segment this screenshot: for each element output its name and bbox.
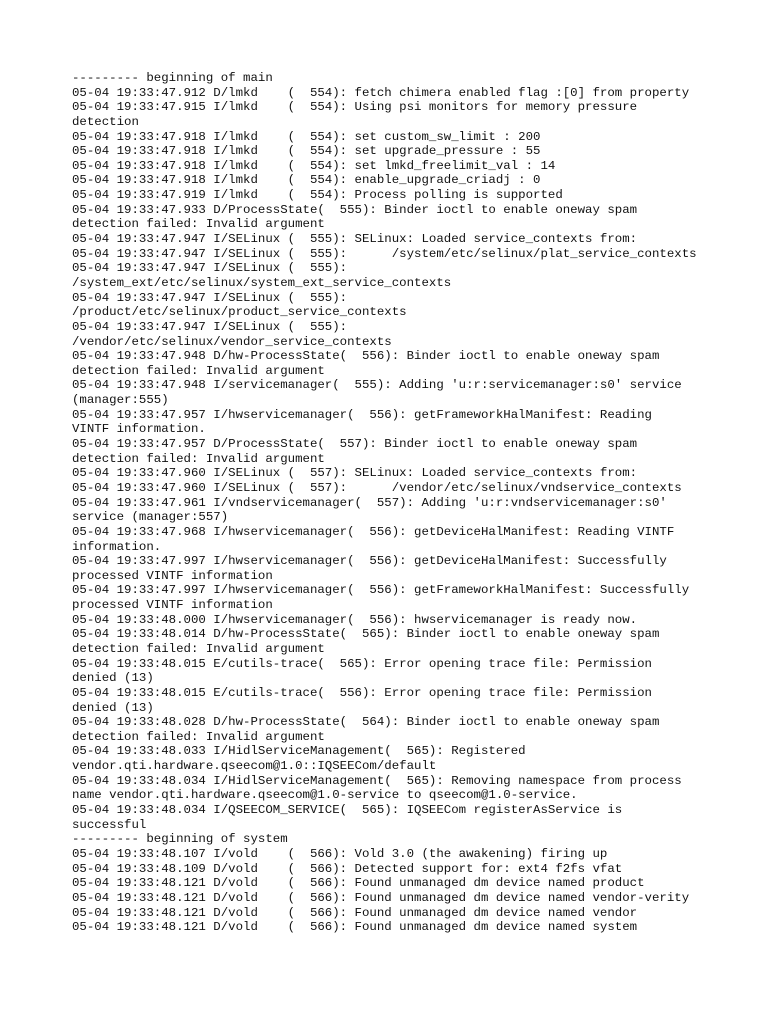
log-line: 05-04 19:33:47.947 I/SELinux ( 555): SELinux: Loaded service_contexts from:	[72, 232, 638, 247]
log-line: 05-04 19:33:48.121 D/vold ( 566): Found unmanaged dm device named vendor-verity	[72, 890, 690, 905]
log-line: denied (13)	[72, 700, 154, 715]
log-document	[72, 71, 712, 935]
log-line: /vendor/etc/selinux/vendor_service_contexts	[72, 334, 392, 349]
log-body	[72, 71, 712, 935]
log-line: 05-04 19:33:48.109 D/vold ( 566): Detected support for: ext4 f2fs vfat	[72, 861, 623, 876]
log-line: successful	[72, 817, 147, 832]
log-line: 05-04 19:33:47.947 I/SELinux ( 555):	[72, 319, 348, 334]
log-line: 05-04 19:33:47.997 I/hwservicemanager( 556): getDeviceHalManifest: Successfully	[72, 554, 667, 569]
log-line: 05-04 19:33:47.915 I/lmkd ( 554): Using psi monitors for memory pressure	[72, 100, 638, 115]
log-line: 05-04 19:33:47.919 I/lmkd ( 554): Process polling is supported	[72, 188, 563, 203]
log-line: 05-04 19:33:47.918 I/lmkd ( 554): enable_upgrade_criadj : 0	[72, 173, 541, 188]
log-line: 05-04 19:33:47.912 D/lmkd ( 554): fetch chimera enabled flag :[0] from property	[72, 85, 690, 100]
log-line: 05-04 19:33:47.960 I/SELinux ( 557): SELinux: Loaded service_contexts from:	[72, 466, 638, 481]
log-line: 05-04 19:33:48.033 I/HidlServiceManagement( 565): Registered	[72, 744, 526, 759]
log-line: 05-04 19:33:48.121 D/vold ( 566): Found unmanaged dm device named vendor	[72, 905, 638, 920]
log-line: vendor.qti.hardware.qseecom@1.0::IQSEECom/default	[72, 759, 437, 774]
log-line: denied (13)	[72, 671, 154, 686]
log-line: detection failed: Invalid argument	[72, 641, 325, 656]
log-line: processed VINTF information	[72, 598, 273, 613]
log-section-header: --------- beginning of main	[72, 71, 273, 85]
log-line: 05-04 19:33:47.997 I/hwservicemanager( 556): getFrameworkHalManifest: Successfully	[72, 583, 690, 598]
log-line: 05-04 19:33:47.947 I/SELinux ( 555):	[72, 261, 348, 276]
log-line: 05-04 19:33:47.933 D/ProcessState( 555): Binder ioctl to enable oneway spam	[72, 202, 638, 217]
log-line: detection failed: Invalid argument	[72, 363, 325, 378]
log-line: 05-04 19:33:48.015 E/cutils-trace( 565): Error opening trace file: Permission	[72, 656, 652, 671]
log-line: processed VINTF information	[72, 568, 273, 583]
log-line: 05-04 19:33:47.968 I/hwservicemanager( 556): getDeviceHalManifest: Reading VINTF	[72, 524, 675, 539]
log-line: 05-04 19:33:48.000 I/hwservicemanager( 556): hwservicemanager is ready now.	[72, 612, 638, 627]
log-line: 05-04 19:33:48.034 I/QSEECOM_SERVICE( 565): IQSEECom registerAsService is	[72, 803, 623, 818]
log-line: 05-04 19:33:48.015 E/cutils-trace( 556): Error opening trace file: Permission	[72, 685, 652, 700]
log-line: detection failed: Invalid argument	[72, 729, 325, 744]
log-line: information.	[72, 539, 162, 554]
log-line: 05-04 19:33:48.034 I/HidlServiceManagement( 565): Removing namespace from process	[72, 773, 682, 788]
log-line: detection	[72, 114, 139, 129]
log-line: detection failed: Invalid argument	[72, 451, 325, 466]
log-line: 05-04 19:33:48.107 I/vold ( 566): Vold 3.0 (the awakening) firing up	[72, 846, 608, 861]
log-line: 05-04 19:33:48.028 D/hw-ProcessState( 564): Binder ioctl to enable oneway spam	[72, 715, 660, 730]
log-line: 05-04 19:33:47.918 I/lmkd ( 554): set lmkd_freelimit_val : 14	[72, 158, 556, 173]
log-line: 05-04 19:33:47.957 I/hwservicemanager( 556): getFrameworkHalManifest: Reading	[72, 407, 652, 422]
log-line: detection failed: Invalid argument	[72, 217, 325, 232]
log-line: 05-04 19:33:47.947 I/SELinux ( 555): /system/etc/selinux/plat_service_contexts	[72, 246, 697, 261]
log-line: 05-04 19:33:47.948 D/hw-ProcessState( 556): Binder ioctl to enable oneway spam	[72, 349, 660, 364]
log-line: /product/etc/selinux/product_service_contexts	[72, 305, 407, 320]
log-line: 05-04 19:33:47.918 I/lmkd ( 554): set custom_sw_limit : 200	[72, 129, 541, 144]
log-line: name vendor.qti.hardware.qseecom@1.0-service to qseecom@1.0-service.	[72, 788, 578, 803]
log-line: service (manager:557)	[72, 510, 229, 525]
log-line: 05-04 19:33:48.121 D/vold ( 566): Found unmanaged dm device named system	[72, 920, 638, 935]
log-line: 05-04 19:33:47.961 I/vndservicemanager( 557): Adding 'u:r:vndservicemanager:s0'	[72, 495, 667, 510]
log-line: 05-04 19:33:47.918 I/lmkd ( 554): set upgrade_pressure : 55	[72, 144, 541, 159]
log-line: 05-04 19:33:48.121 D/vold ( 566): Found unmanaged dm device named product	[72, 876, 645, 891]
log-line: VINTF information.	[72, 422, 206, 437]
log-line: 05-04 19:33:47.957 D/ProcessState( 557): Binder ioctl to enable oneway spam	[72, 437, 638, 452]
log-line: (manager:555)	[72, 393, 169, 408]
log-line: /system_ext/etc/selinux/system_ext_service_contexts	[72, 275, 452, 290]
log-line: 05-04 19:33:47.948 I/servicemanager( 555): Adding 'u:r:servicemanager:s0' service	[72, 378, 682, 393]
log-line: 05-04 19:33:48.014 D/hw-ProcessState( 565): Binder ioctl to enable oneway spam	[72, 627, 660, 642]
log-section-header: --------- beginning of system	[72, 832, 288, 847]
log-line: 05-04 19:33:47.947 I/SELinux ( 555):	[72, 290, 348, 305]
log-line: 05-04 19:33:47.960 I/SELinux ( 557): /vendor/etc/selinux/vndservice_contexts	[72, 480, 682, 495]
